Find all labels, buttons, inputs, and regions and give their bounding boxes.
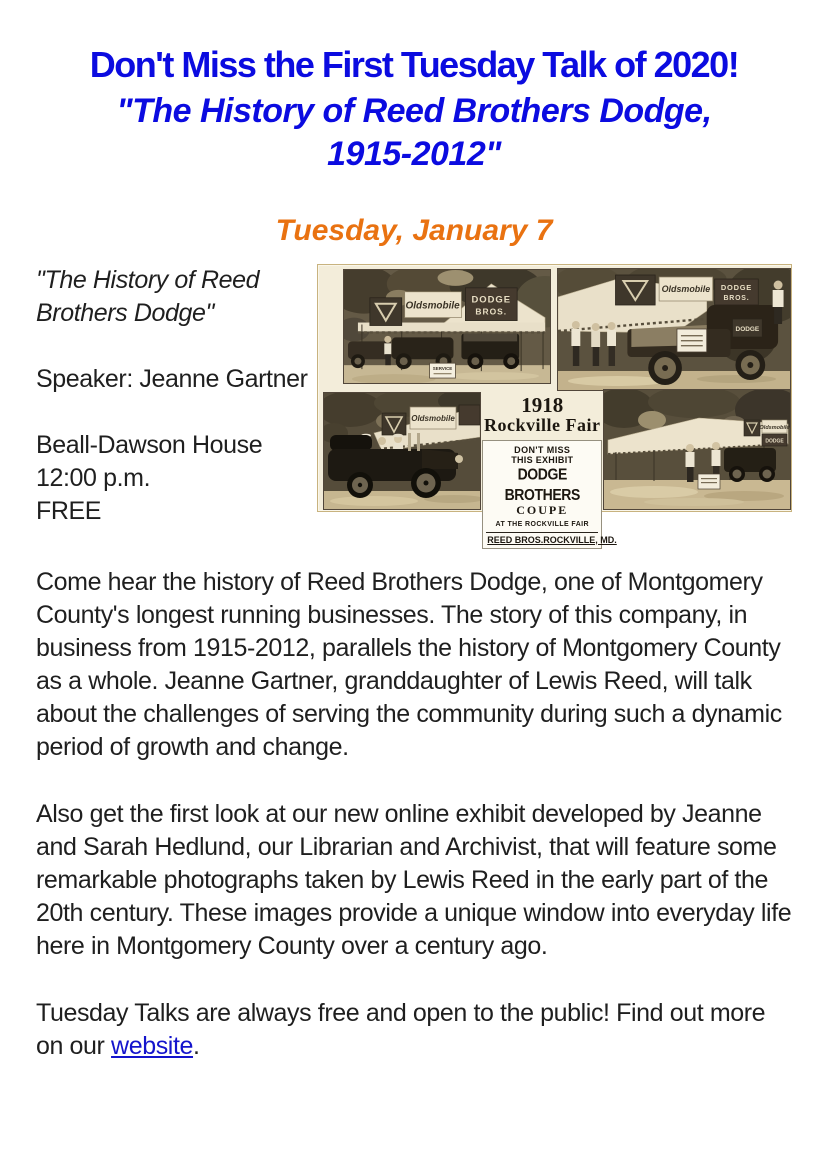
paragraph-exhibit: Also get the first look at our new online exhibit developed by Jeanne and Sarah Hedlund, our Librarian and Archivist, that will feature some remarkable photographs taken by Lewis Reed in the early part of the 20th century. These images provide a unique window into everyday life here in Montgomery County over a century ago.: [36, 799, 792, 960]
dodge-sign-text: DODGE: [735, 325, 760, 333]
event-details-column: [36, 264, 317, 528]
fair-year: 1918: [521, 392, 564, 417]
oldsmobile-sign-text: Oldsmobile: [759, 424, 790, 431]
exhibit-card-model: COUPE: [516, 503, 569, 518]
photo-illustration: [558, 269, 790, 390]
exhibit-card-brand: DODGE BROTHERS: [504, 464, 580, 504]
exhibit-card-city: ROCKVILLE, MD.: [543, 534, 617, 545]
photo-illustration: [604, 390, 790, 509]
event-talk-title: "The History of Reed Brothers Dodge": [36, 265, 260, 327]
exhibit-card-line2: THIS EXHIBIT: [511, 455, 574, 466]
dodge-sign-text: DODGE: [721, 282, 753, 292]
oldsmobile-sign-text: Oldsmobile: [661, 283, 711, 294]
fair-name: Rockville Fair: [484, 414, 601, 435]
dodge-sign-text: DODGE: [765, 438, 784, 445]
bros-sign-text: BROS.: [723, 294, 750, 302]
exhibit-card-line1: DON'T MISS: [514, 444, 571, 455]
vintage-photo-collage: [317, 264, 792, 545]
bros-sign-text: BROS.: [475, 306, 508, 317]
event-date-heading: Tuesday, January 7: [275, 213, 553, 247]
event-price: FREE: [36, 496, 102, 525]
paragraph-history: Come hear the history of Reed Brothers Dodge, one of Montgomery County's longest running businesses. The story of this company, in business from 1915-2012, parallels the history of Montgomery County as a whole. Jeanne Gartner, granddaughter of Lewis Reed, will talk about the challenges of serving the community during such a dynamic period of growth and change.: [36, 567, 782, 761]
website-link[interactable]: website: [111, 1031, 194, 1060]
exhibit-card-fair-line: AT THE ROCKVILLE FAIR: [495, 520, 589, 528]
page-subtitle-line2: 1915-2012": [327, 135, 501, 174]
exhibit-card-dealer: REED BROS.: [487, 534, 544, 545]
page-title: Don't Miss the First Tuesday Talk of 2020!: [89, 44, 739, 85]
cta-text-after: .: [193, 1031, 200, 1060]
collage-center-sign: [481, 392, 617, 545]
photo-illustration: [344, 270, 550, 383]
dodge-sign-text: DODGE: [471, 293, 512, 305]
paragraph-cta: [36, 997, 792, 1063]
exhibit-card: [482, 440, 617, 549]
body-text: [36, 566, 792, 1063]
collage-photo-wide-tent: [603, 389, 791, 510]
page-subtitle-line1: "The History of Reed Brothers Dodge,: [116, 91, 712, 130]
oldsmobile-sign-text: Oldsmobile: [405, 300, 460, 312]
event-venue: Beall-Dawson House: [36, 430, 263, 459]
exhibit-card-dealer-row: [485, 533, 617, 545]
collage-photo-tent-cars: [343, 269, 551, 384]
event-time: 12:00 p.m.: [36, 463, 151, 492]
photo-illustration: [324, 393, 480, 509]
collage-photo-passenger-car: [323, 392, 481, 510]
event-summary-row: [36, 264, 792, 545]
event-venue-block: [36, 429, 317, 528]
collage-photo-touring-car: [557, 268, 791, 391]
oldsmobile-sign-text: Oldsmobile: [411, 413, 456, 423]
event-speaker: Speaker: Jeanne Gartner: [36, 364, 308, 393]
cta-text-before: Tuesday Talks are always free and open to the public! Find out more on our: [36, 998, 766, 1060]
service-sign-text: SERVICE: [433, 365, 453, 371]
